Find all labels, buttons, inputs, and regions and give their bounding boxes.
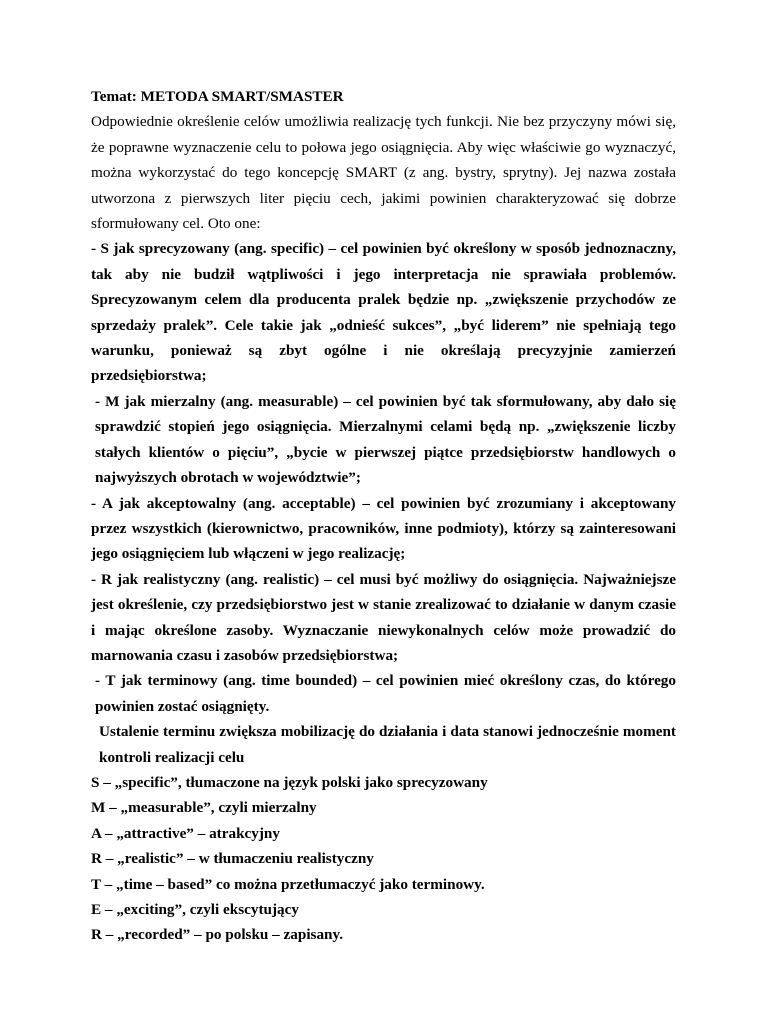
criterion-realistic: - R jak realistyczny (ang. realistic) – cel musi być możliwy do osiągnięcia. Najważniejsze jest określenie, czy przedsiębiorstwo jest w stanie zrealizować to działanie w danym czasie i mając określone zasoby. Wyznaczanie niewykonalnych celów może prowadzić do marnowania czasu i zasobów przedsiębiorstwa; [91,570,676,664]
deadline-note: Ustalenie terminu zwiększa mobilizację do działania i data stanowi jednocześnie moment kontroli realizacji celu [99,723,676,766]
smaster-item-e: E – „exciting”, czyli ekscytujący [91,901,299,918]
intro-paragraph: Odpowiednie określenie celów umożliwia realizację tych funkcji. Nie bez przyczyny mówi się, że poprawne wyznaczenie celu to połowa jego osiągnięcia. Aby więc właściwie go wyznaczyć, można wykorzystać do tego koncepcję SMART (z ang. bystry, sprytny). Jej nazwa została utworzona z pierwszych liter pięciu cech, jakimi powinien charakteryzować się dobrze sformułowany cel. Oto one: [91,113,676,233]
criterion-measurable: - M jak mierzalny (ang. measurable) – cel powinien być tak sformułowany, aby dało się sprawdzić stopień jego osiągnięcia. Mierzalnymi celami będą np. „zwiększenie liczby stałych klientów o pięciu”, „bycie w pierwszej piątce przedsiębiorstw handlowych o najwyższych obrotach w województwie”; [95,392,676,487]
document-page [91,84,676,948]
smaster-item-r: R – „realistic” – w tłumaczeniu realistyczny [91,850,374,868]
criterion-acceptable: - A jak akceptowalny (ang. acceptable) – cel powinien być zrozumiany i akceptowany przez wszystkich (kierownictwo, pracowników, inne podmioty), którzy są zainteresowani jego osiągnięciem lub włączeni w jego realizację; [91,494,676,563]
smaster-item-a: A – „attractive” – atrakcyjny [91,824,280,842]
smaster-item-t: T – „time – based” co można przetłumaczyć jako terminowy. [91,875,485,893]
criterion-specific: - S jak sprecyzowany (ang. specific) – cel powinien być określony w sposób jednoznaczny, tak aby nie budził wątpliwości i jego interpretacja nie sprawiała problemów. Sprecyzowanym celem dla producenta pralek będzie np. „zwiększenie przychodów ze sprzedaży pralek”. Cele takie jak „odnieść sukces”, „być liderem” nie spełniają tego warunku, ponieważ są zbyt ogólne i nie określają precyzyjnie zamierzeń przedsiębiorstwa; [91,240,676,385]
criterion-time-bounded: - T jak terminowy (ang. time bounded) – cel powinien mieć określony czas, do którego powinien zostać osiągnięty. [95,672,676,715]
smaster-item-r2: R – „recorded” – po polsku – zapisany. [91,926,344,944]
document-title: Temat: METODA SMART/SMASTER [91,88,344,105]
smaster-item-m: M – „measurable”, czyli mierzalny [91,799,317,817]
smaster-item-s: S – „specific”, tłumaczone na język polski jako sprecyzowany [91,773,488,791]
